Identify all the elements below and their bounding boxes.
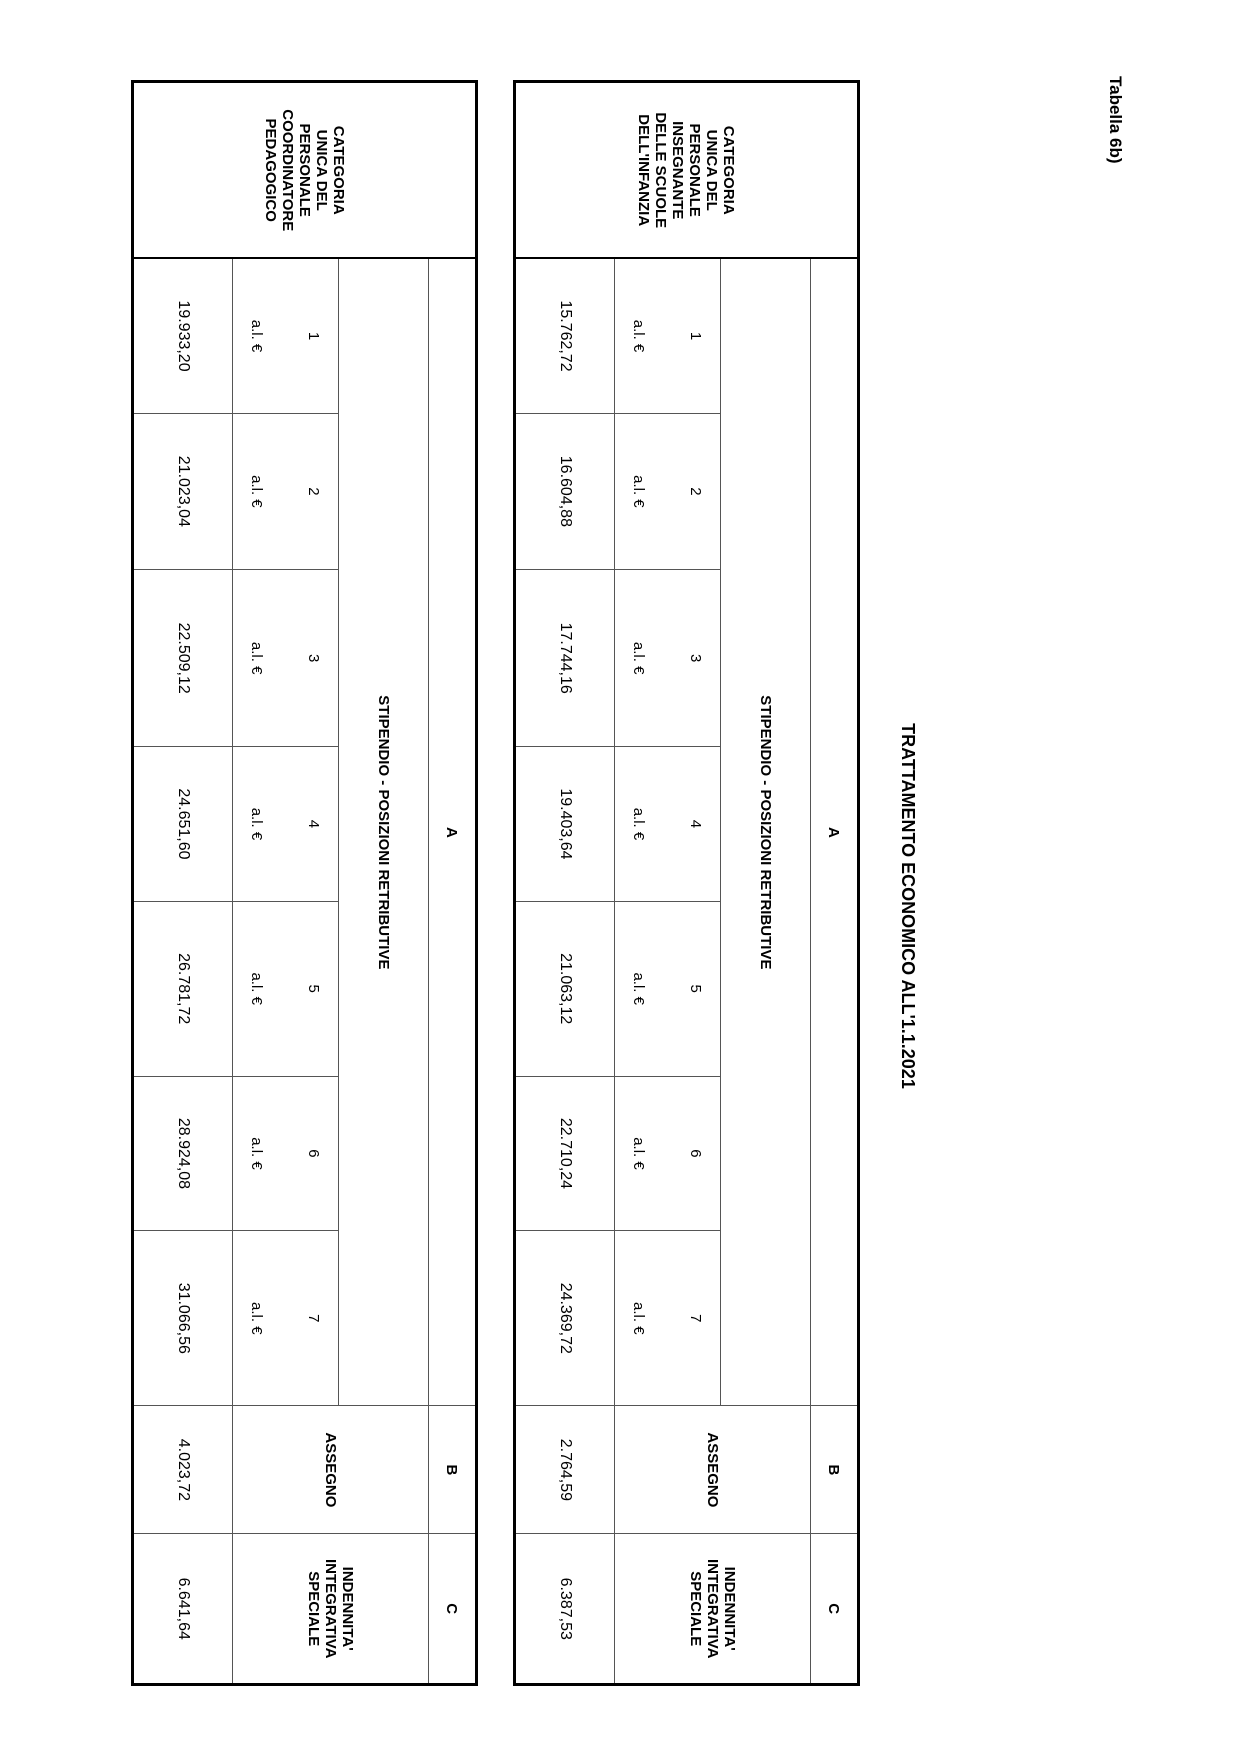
value-cell: 16.604,88 xyxy=(515,413,615,570)
indennita-header: INDENNITA' INTEGRATIVA SPECIALE xyxy=(615,1534,811,1685)
position-cell: 5 a.l. € xyxy=(233,901,339,1076)
position-cell: 3 a.l. € xyxy=(233,570,339,747)
col-letter-b: B xyxy=(811,1406,859,1534)
position-cell: 2 a.l. € xyxy=(615,413,721,570)
assegno-header: ASSEGNO xyxy=(233,1406,429,1534)
col-letter-c: C xyxy=(811,1534,859,1685)
position-cell: 3 a.l. € xyxy=(615,570,721,747)
value-cell: 19.403,64 xyxy=(515,747,615,902)
indennita-value: 6.387,53 xyxy=(515,1534,615,1685)
position-cell: 2 a.l. € xyxy=(233,413,339,570)
value-cell: 24.651,60 xyxy=(133,747,233,902)
stipendio-header: STIPENDIO - POSIZIONI RETRIBUTIVE xyxy=(339,258,429,1405)
stipendio-header: STIPENDIO - POSIZIONI RETRIBUTIVE xyxy=(721,258,811,1405)
col-letter-a: A xyxy=(811,258,859,1405)
position-cell: 6 a.l. € xyxy=(615,1076,721,1231)
position-cell: 5 a.l. € xyxy=(615,901,721,1076)
col-letter-b: B xyxy=(429,1406,477,1534)
value-cell: 26.781,72 xyxy=(133,901,233,1076)
col-letter-a: A xyxy=(429,258,477,1405)
value-cell: 31.066,56 xyxy=(133,1231,233,1406)
category-cell: CATEGORIA UNICA DEL PERSONALE COORDINATORE PEDAGOGICO xyxy=(133,82,477,259)
indennita-header: INDENNITA' INTEGRATIVA SPECIALE xyxy=(233,1534,429,1685)
value-cell: 22.710,24 xyxy=(515,1076,615,1231)
col-letter-c: C xyxy=(429,1534,477,1685)
value-cell: 15.762,72 xyxy=(515,258,615,413)
position-cell: 1 a.l. € xyxy=(615,258,721,413)
assegno-value: 2.764,59 xyxy=(515,1406,615,1534)
salary-table-coordinatore xyxy=(131,80,478,1686)
position-cell: 1 a.l. € xyxy=(233,258,339,413)
position-cell: 4 a.l. € xyxy=(233,747,339,902)
value-cell: 21.063,12 xyxy=(515,901,615,1076)
assegno-header: ASSEGNO xyxy=(615,1406,811,1534)
assegno-value: 4.023,72 xyxy=(133,1406,233,1534)
position-cell: 7 a.l. € xyxy=(615,1231,721,1406)
value-cell: 24.369,72 xyxy=(515,1231,615,1406)
value-cell: 22.509,12 xyxy=(133,570,233,747)
value-cell: 21.023,04 xyxy=(133,413,233,570)
table-reference: Tabella 6b) xyxy=(1106,76,1125,164)
category-cell: CATEGORIA UNICA DEL PERSONALE INSEGNANTE DELLE SCUOLE DELL'INFANZIA xyxy=(515,82,859,259)
value-cell: 19.933,20 xyxy=(133,258,233,413)
position-cell: 6 a.l. € xyxy=(233,1076,339,1231)
value-cell: 17.744,16 xyxy=(515,570,615,747)
value-cell: 28.924,08 xyxy=(133,1076,233,1231)
rotated-page xyxy=(5,76,1125,1736)
position-cell: 4 a.l. € xyxy=(615,747,721,902)
position-cell: 7 a.l. € xyxy=(233,1231,339,1406)
page-title: TRATTAMENTO ECONOMICO ALL'1.1.2021 xyxy=(898,723,918,1089)
indennita-value: 6.641,64 xyxy=(133,1534,233,1685)
salary-table-infanzia xyxy=(513,80,860,1686)
